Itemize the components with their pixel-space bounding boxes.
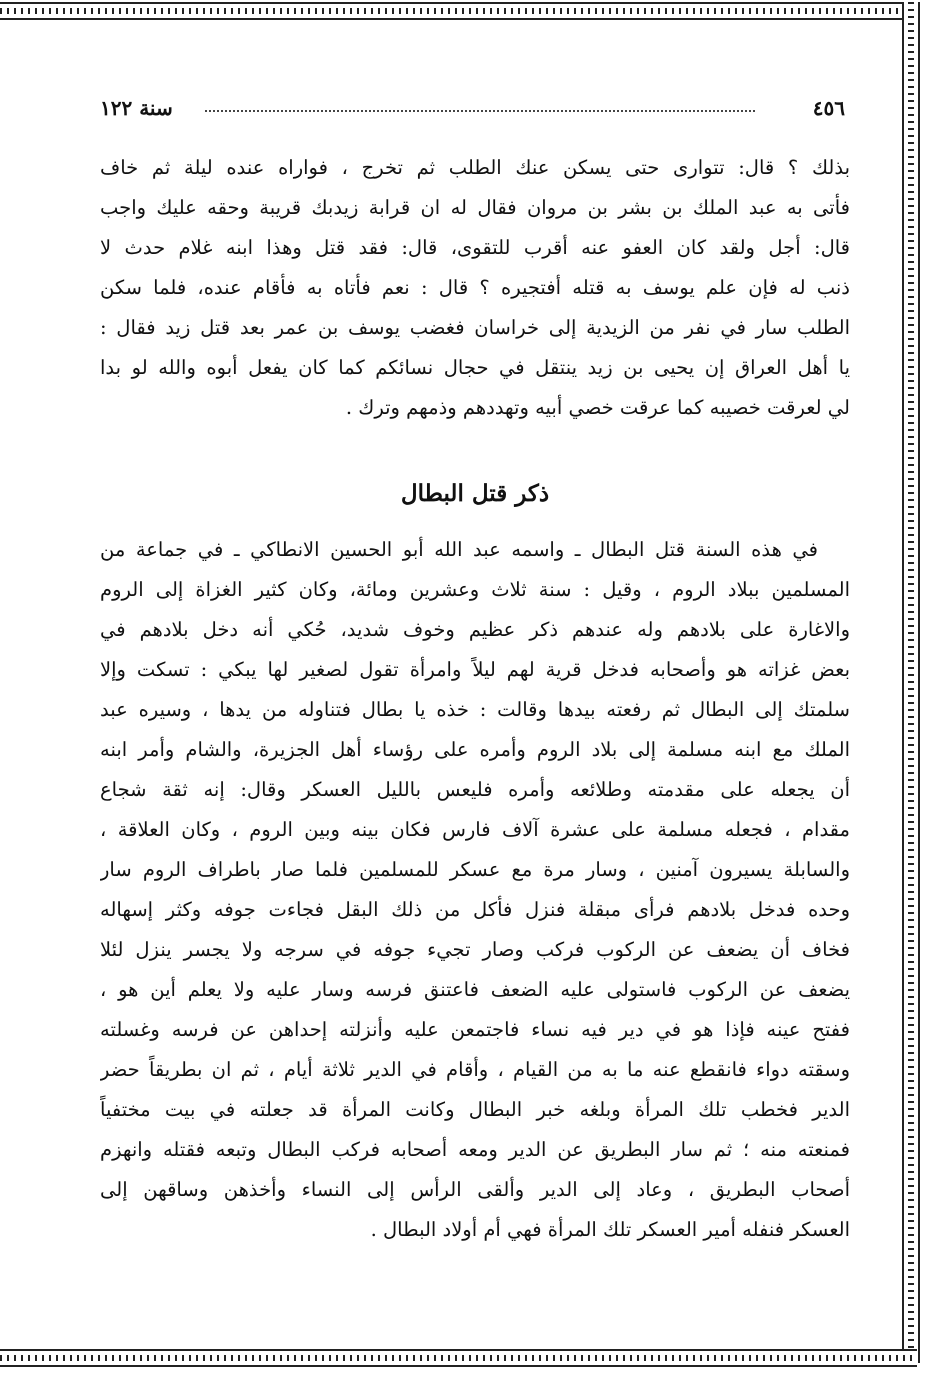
text-line: أصحاب البطريق ، وعاد إلى الدير وألقى الرأس إلى النساء وأخذهن وساقهن إلى bbox=[100, 1178, 850, 1201]
text-line: الطلب سار في نفر من الزيدية إلى خراسان فغضب يوسف بن عمر بعد قتل زيد فقال : bbox=[100, 316, 850, 339]
paragraph-1 bbox=[100, 148, 850, 428]
text-line: في هذه السنة قتل البطال ـ واسمه عبد الله أبو الحسين الانطاكي ـ في جماعة من bbox=[100, 538, 818, 561]
text-line: ذنب له فإن علم يوسف به قتله أفتجيره ؟ قال : نعم فأتاه به فأقام عنده، فلما سكن bbox=[100, 276, 850, 299]
text-line: ففتح عينه فإذا هو في دير فيه نساء فاجتمعن عليه وأنزلته إحداهن عن فرسه وغسلته bbox=[100, 1018, 850, 1041]
section-heading: ذكر قتل البطال bbox=[400, 480, 550, 507]
text-line: فخاف أن يضعف عن الركوب فركب وصار تجيء جوفه في سرجه ولا يجسر ينزل لئلا bbox=[100, 938, 850, 961]
running-header bbox=[100, 94, 845, 130]
text-line: فأتى به عبد الملك بن بشر بن مروان فقال له ان قرابة زيدبك قريبة وحقه عليك واجب bbox=[100, 196, 850, 219]
text-line: بعض غزاته هو وأصحابه فدخل قرية لهم ليلاً وامرأة تقول لصغير لها يبكي : تسكت وإلا bbox=[100, 658, 850, 681]
text-line: وحده فدخل بلادهم فرأى مبقلة فنزل فأكل من ذلك البقل فجاءت جوفه وكثر إسهاله bbox=[100, 898, 850, 921]
text-line: العسكر فنفله أمير العسكر تلك المرأة فهي أم أولاد البطال . bbox=[370, 1218, 850, 1241]
text-line: مقدام ، فجعله مسلمة على عشرة آلاف فارس فكان بينه وبين الروم ، وكان العلاقة ، bbox=[100, 818, 850, 841]
decorative-border-right bbox=[902, 2, 920, 1363]
text-line: سلمتك إلى البطال ثم رفعته بيدها وقالت : خذه يا بطال فتناوله من يدها ، وسيره عبد bbox=[100, 698, 850, 721]
text-line: المسلمين ببلاد الروم ، وقيل : سنة ثلاث وعشرين ومائة، وكان كثير الغزاة إلى الروم bbox=[100, 578, 850, 601]
text-line: والسابلة يسيرون آمنين ، وسار مرة مع عسكر للمسلمين فلما صار باطراف الروم سار bbox=[100, 858, 850, 881]
page-number: ٤٥٦ bbox=[812, 96, 845, 120]
text-line: بذلك ؟ قال: تتوارى حتى يسكن عنك الطلب ثم تخرج ، فواراه عنده ليلة ثم خاف bbox=[100, 156, 850, 179]
running-title: سنة ١٢٢ bbox=[100, 96, 173, 120]
text-line: فمنعته منه ؛ ثم سار البطريق عن الدير ومعه أصحابه فركب البطال وتبعه فقتله وانهزم bbox=[100, 1138, 850, 1161]
text-line: والاغارة على بلادهم وله عندهم ذكر عظيم وخوف شديد، حُكي أنه دخل بلادهم في bbox=[100, 618, 850, 641]
text-line: الملك مع ابنه مسلمة إلى بلاد الروم وأمره على رؤساء أهل الجزيرة، والشام وأمر ابنه bbox=[100, 738, 850, 761]
text-line: يا أهل العراق إن يحيى بن زيد ينتقل في حجال نسائكم كما كان يفعل أبوه والله لو بدا bbox=[100, 356, 850, 379]
decorative-border-top bbox=[0, 2, 917, 20]
text-line: وسقته دواء فانقطع عنه ما به من القيام ، وأقام في الدير ثلاثة أيام ، ثم ان بطريقاً حضر bbox=[100, 1058, 850, 1081]
decorative-border-bottom bbox=[0, 1349, 917, 1367]
text-line: يضعف عن الركوب فاستولى عليه الضعف فاعتنق فرسه وسار عليه ولا يعلم أين هو ، bbox=[100, 978, 850, 1001]
text-line: الدير فخطب تلك المرأة وبلغه خبر البطال وكانت المرأة قد جعلته في بيت مختفياً bbox=[100, 1098, 850, 1121]
text-line: لي لعرقت خصيبه كما عرقت خصي أبيه وتهددهم وذمهم وترك . bbox=[345, 396, 850, 419]
text-line: أن يجعله على مقدمته وطلائعه وأمره فليعس بالليل العسكر وقال: إنه ثقة شجاع bbox=[100, 778, 850, 801]
paragraph-2 bbox=[100, 530, 850, 1250]
header-dotted-rule bbox=[205, 110, 755, 112]
text-line: قال: أجل ولقد كان العفو عنه أقرب للتقوى، قال: فقد قتل وهذا ابنه غلام حدث لا bbox=[100, 236, 850, 259]
